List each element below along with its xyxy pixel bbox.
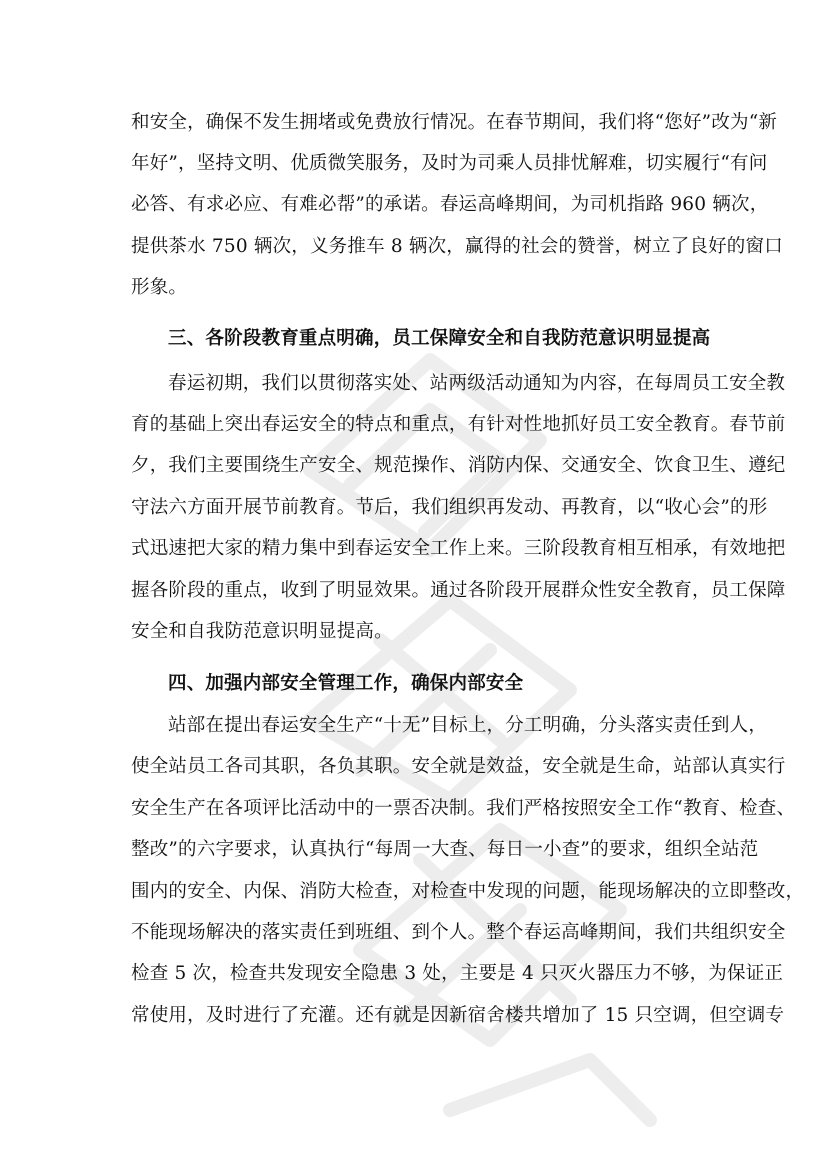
paragraph-line-17: 围内的安全、内保、消防大检查，对检查中发现的问题，能现场解决的立即整改， — [131, 881, 805, 902]
paragraph-line-19: 检查 5 次，检查共发现安全隐患 3 处，主要是 4 只灭火器压力不够，为保证正 — [131, 963, 784, 984]
paragraph-line-16: 整改”的六字要求，认真执行“每周一大查、每日一小查”的要求，组织全站范 — [131, 839, 759, 860]
paragraph-line-14: 使全站员工各司其职，各负其职。安全就是效益，安全就是生命，站部认真实行 — [131, 756, 786, 777]
section-heading-4: 四、加强内部安全管理工作，确保内部安全 — [168, 673, 524, 694]
paragraph-line-15: 安全生产在各项评比活动中的一票否决制。我们严格按照安全工作“教育、检查、 — [131, 798, 796, 819]
paragraph-line-7: 育的基础上突出春运安全的特点和重点，有针对性地抓好员工安全教育。春节前 — [131, 414, 786, 435]
paragraph-line-1: 和安全，确保不发生拥堵或免费放行情况。在春节期间，我们将“您好”改为“新 — [131, 112, 778, 133]
paragraph-line-8: 夕，我们主要围绕生产安全、规范操作、消防内保、交通安全、饮食卫生、遵纪 — [131, 455, 786, 476]
paragraph-line-9: 守法六方面开展节前教育。节后，我们组织再发动、再教育，以“收心会”的形 — [131, 497, 768, 518]
paragraph-line-18: 不能现场解决的落实责任到班组、到个人。整个春运高峰期间，我们共组织安全 — [131, 922, 786, 943]
paragraph-line-4: 提供茶水 750 辆次，义务推车 8 辆次，赢得的社会的赞誉，树立了良好的窗口 — [131, 236, 783, 257]
paragraph-line-12: 安全和自我防范意识明显提高。 — [131, 621, 393, 642]
paragraph-line-20: 常使用，及时进行了充灌。还有就是因新宿舍楼共增加了 15 只空调，但空调专 — [131, 1005, 785, 1026]
paragraph-line-5: 形象。 — [131, 277, 188, 298]
paragraph-line-10: 式迅速把大家的精力集中到春运安全工作上来。三阶段教育相互相承，有效地把 — [131, 538, 786, 559]
paragraph-line-6: 春运初期，我们以贯彻落实处、站两级活动通知为内容，在每周员工安全教 — [168, 373, 786, 394]
paragraph-line-2: 年好”，坚持文明、优质微笑服务，及时为司乘人员排忧解难，切实履行“有问 — [131, 153, 768, 174]
section-heading-3: 三、各阶段教育重点明确，员工保障安全和自我防范意识明显提高 — [168, 328, 711, 349]
paragraph-line-13: 站部在提出春运安全生产“十无”目标上，分工明确，分头落实责任到人， — [168, 715, 768, 736]
paragraph-line-11: 握各阶段的重点，收到了明显效果。通过各阶段开展群众性安全教育，员工保障 — [131, 580, 786, 601]
paragraph-line-3: 必答、有求必应、有难必帮”的承诺。春运高峰期间，为司机指路 960 辆次， — [131, 194, 769, 215]
